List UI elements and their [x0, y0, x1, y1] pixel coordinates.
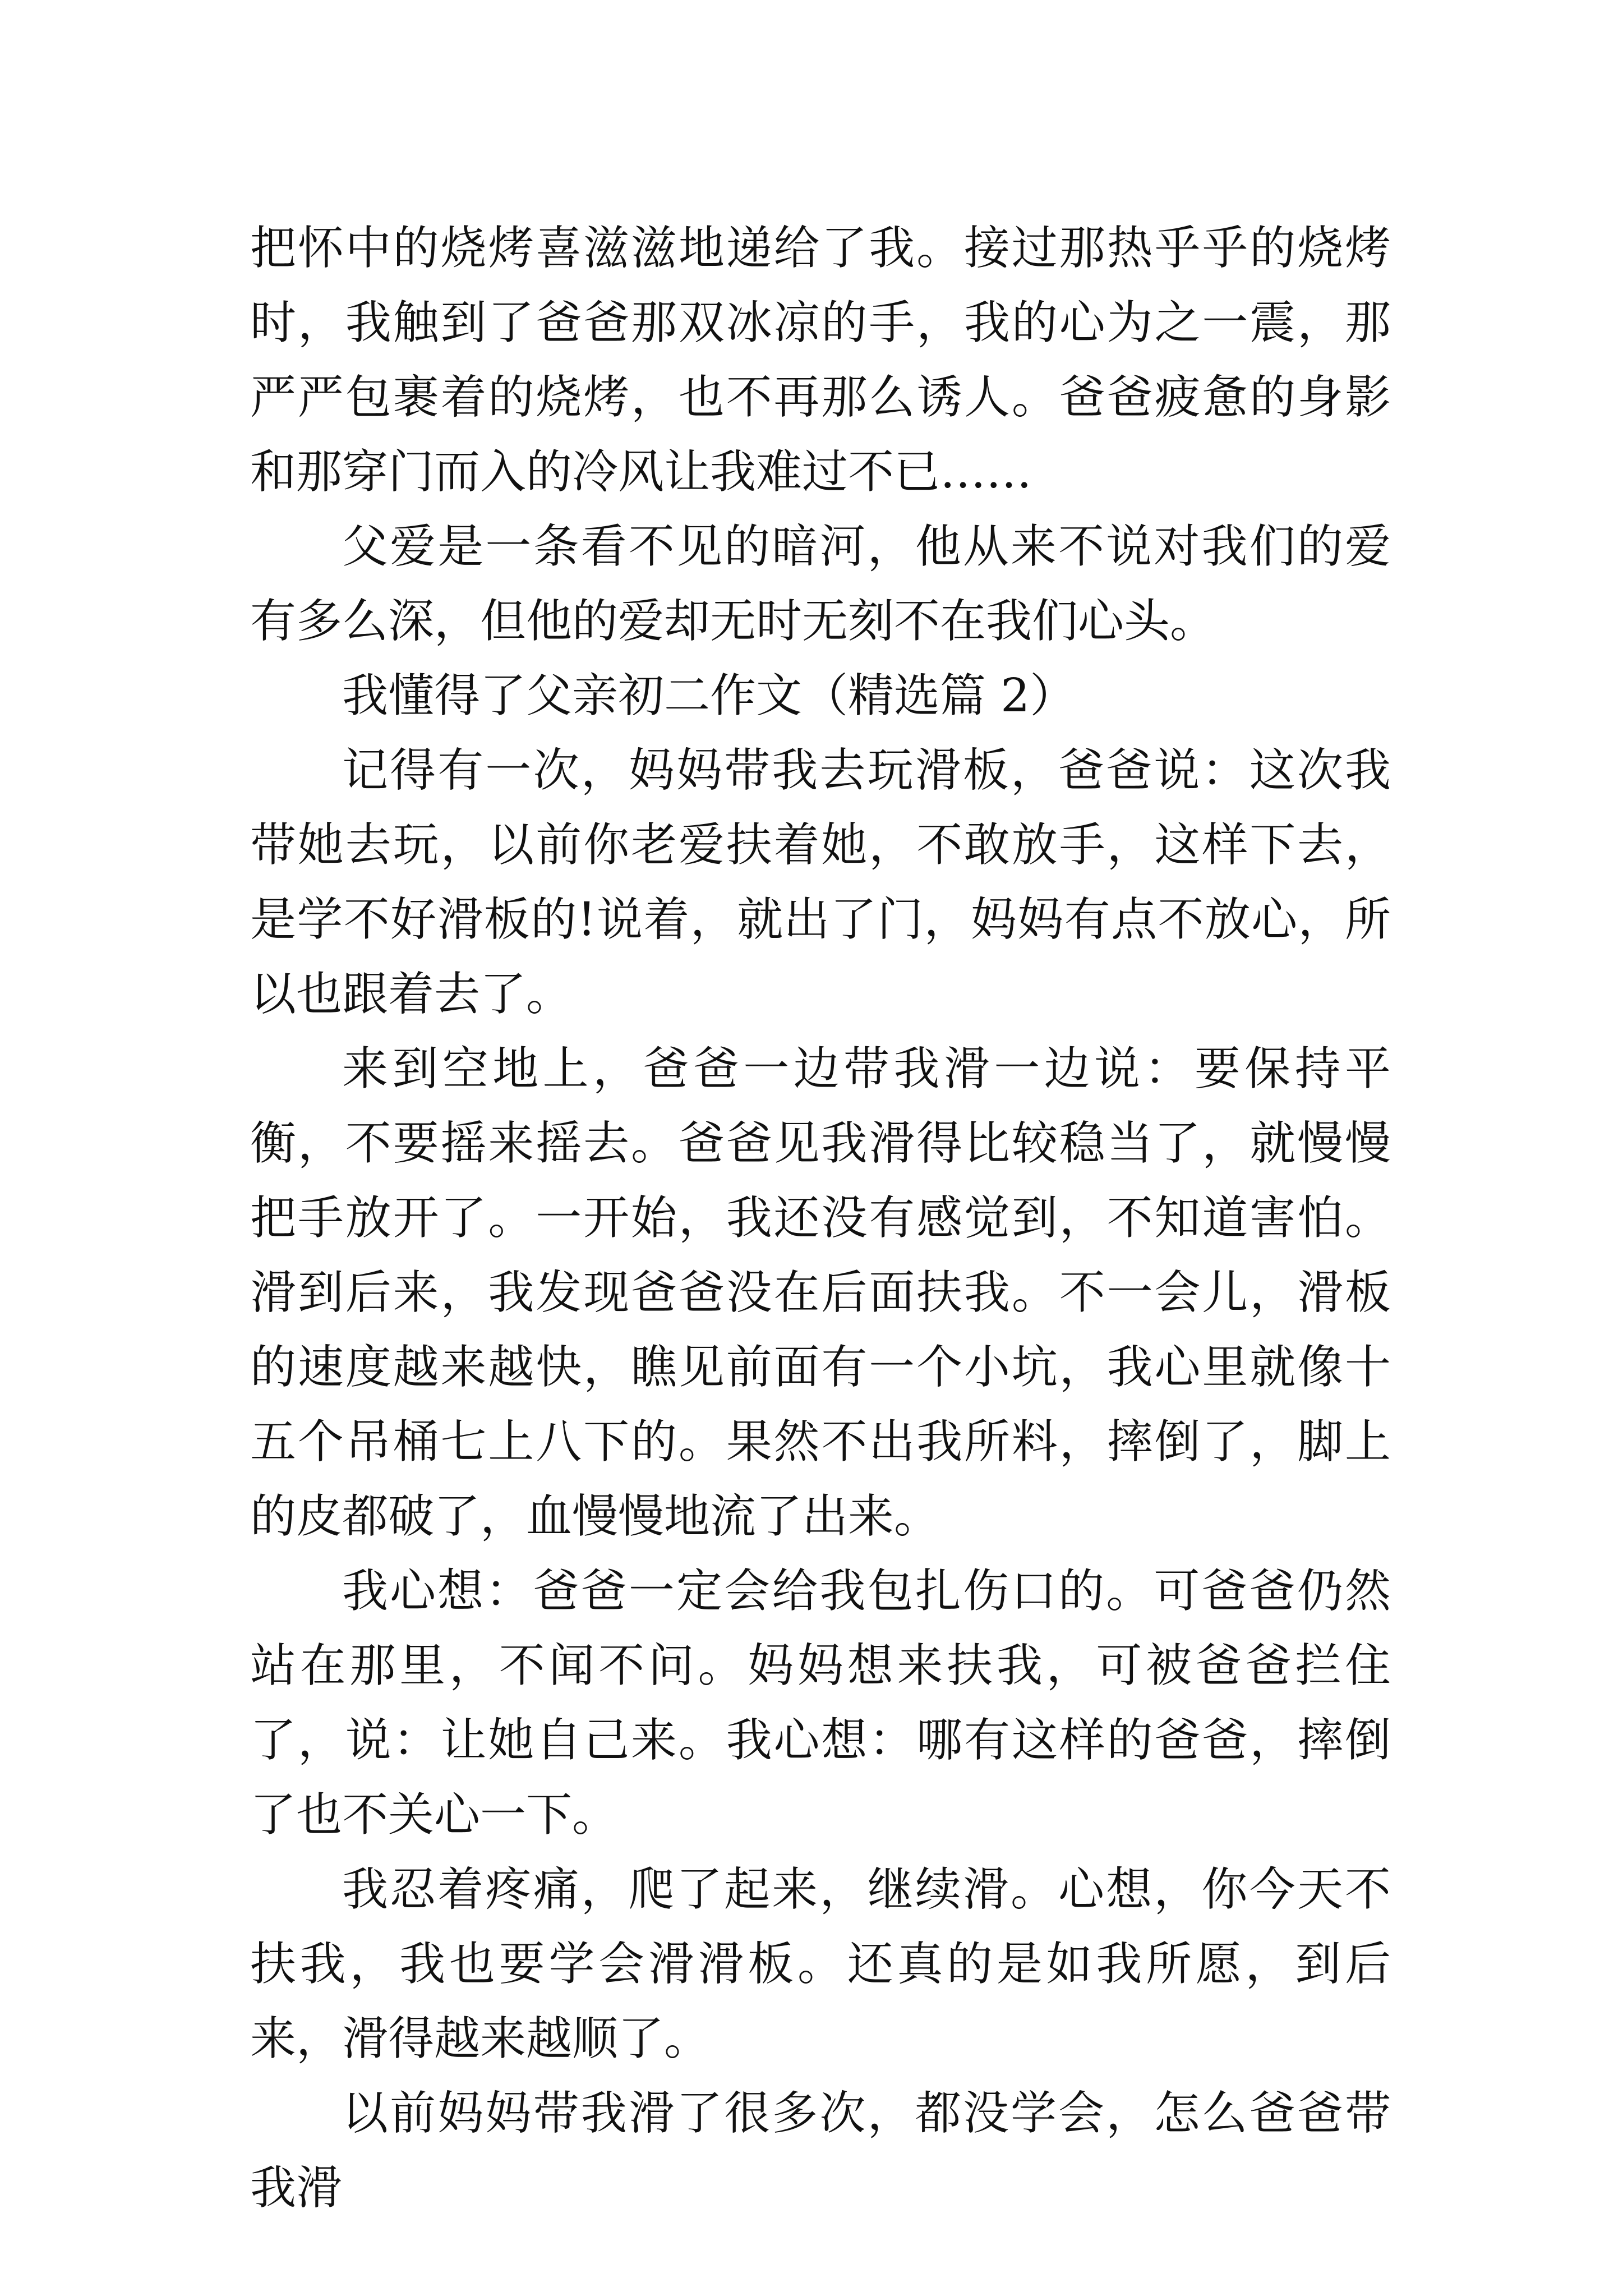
paragraph: 来到空地上，爸爸一边带我滑一边说：要保持平衡，不要摇来摇去。爸爸见我滑得比较稳当了，就慢慢把手放开了。一开始，我还没有感觉到，不知道害怕。滑到后来，我发现爸爸没在后面扶我。不一会儿，滑板的速度越来越快，瞧见前面有一个小坑，我心里就像十五个吊桶七上八下的。果然不出我所料，摔倒了，脚上的皮都破了，血慢慢地流了出来。 [250, 1042, 1391, 1543]
paragraph-truncated: 以前妈妈带我滑了很多次，都没学会，怎么爸爸带我滑 [250, 2087, 1391, 2215]
section-heading: 我懂得了父亲初二作文（精选篇 2） [342, 669, 1076, 723]
paragraph: 记得有一次，妈妈带我去玩滑板，爸爸说：这次我带她去玩，以前你老爱扶着她，不敢放手，这样下去，是学不好滑板的!说着，就出了门，妈妈有点不放心，所以也跟着去了。 [250, 744, 1391, 1021]
paragraph-continued: 把怀中的烧烤喜滋滋地递给了我。接过那热乎乎的烧烤时，我触到了爸爸那双冰凉的手，我的心为之一震，那严严包裹着的烧烤，也不再那么诱人。爸爸疲惫的身影和那穿门而入的冷风让我难过不已…… [250, 222, 1391, 499]
paragraph: 父爱是一条看不见的暗河，他从来不说对我们的爱有多么深，但他的爱却无时无刻不在我们心头。 [250, 520, 1391, 648]
paragraph: 我心想：爸爸一定会给我包扎伤口的。可爸爸仍然站在那里，不闻不问。妈妈想来扶我，可被爸爸拦住了，说：让她自己来。我心想：哪有这样的爸爸，摔倒了也不关心一下。 [250, 1565, 1391, 1842]
paragraph: 我忍着疼痛，爬了起来，继续滑。心想，你今天不扶我，我也要学会滑滑板。还真的是如我所愿，到后来，滑得越来越顺了。 [250, 1863, 1391, 2065]
document-body [250, 211, 1391, 2225]
